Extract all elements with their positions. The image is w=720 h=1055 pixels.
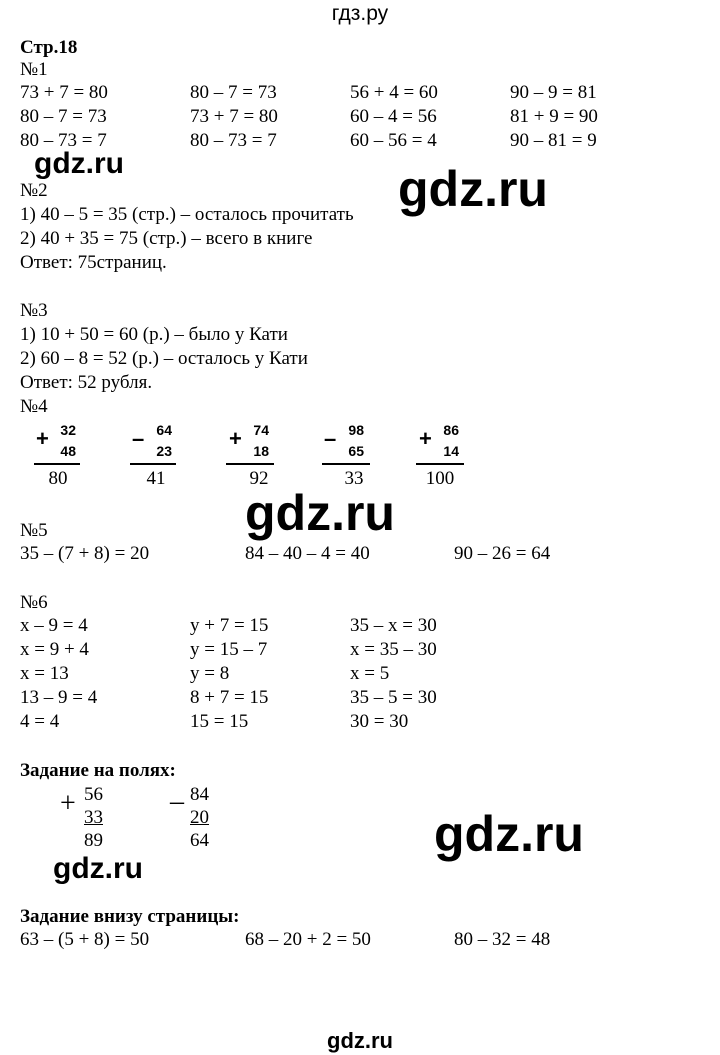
ex4-col-sign: – bbox=[324, 426, 337, 451]
site-header: гдз.ру bbox=[331, 2, 389, 25]
margin-col-top: 56 bbox=[84, 784, 103, 805]
margin-col-bottom: 20 bbox=[190, 807, 209, 828]
ex3-label: №3 bbox=[20, 300, 48, 321]
ex1-col4-row3: 90 – 81 = 9 bbox=[510, 130, 597, 151]
watermark: gdz.ru bbox=[34, 147, 124, 180]
bottom-task-item2: 68 – 20 + 2 = 50 bbox=[245, 929, 371, 950]
ex4-col-sign: + bbox=[419, 426, 432, 451]
ex2-label: №2 bbox=[20, 180, 48, 201]
ex5-item1: 35 – (7 + 8) = 20 bbox=[20, 543, 150, 564]
watermark: gdz.ru bbox=[398, 161, 548, 217]
ex4-col-line bbox=[130, 463, 176, 465]
ex4-col-top: 98 bbox=[348, 422, 364, 438]
ex6-col3-row2: x = 35 – 30 bbox=[350, 639, 437, 660]
ex4-col-sign: + bbox=[36, 426, 49, 451]
ex4-col-bottom: 14 bbox=[443, 443, 459, 459]
watermark: gdz.ru bbox=[434, 806, 584, 862]
ex1-col3-row3: 60 – 56 = 4 bbox=[350, 130, 437, 151]
margin-task-title: Задание на полях: bbox=[20, 760, 176, 781]
ex6-col2-row2: y = 15 – 7 bbox=[190, 639, 268, 660]
ex4-col-top: 64 bbox=[156, 422, 172, 438]
margin-col-result: 89 bbox=[84, 830, 103, 851]
ex5-label: №5 bbox=[20, 520, 48, 541]
ex1-col3-row1: 56 + 4 = 60 bbox=[350, 82, 438, 103]
ex4-col-bottom: 23 bbox=[156, 443, 172, 459]
ex3-answer: Ответ: 52 рубля. bbox=[20, 372, 153, 393]
bottom-task-item1: 63 – (5 + 8) = 50 bbox=[20, 929, 150, 950]
watermark: gdz.ru bbox=[53, 852, 143, 885]
ex6-col1-row2: x = 9 + 4 bbox=[20, 639, 89, 660]
ex4-col-line bbox=[226, 463, 274, 465]
ex1-col2-row1: 80 – 7 = 73 bbox=[190, 82, 277, 103]
ex2-answer: Ответ: 75страниц. bbox=[20, 252, 167, 273]
ex1-col2-row2: 73 + 7 = 80 bbox=[190, 106, 278, 127]
ex4-col-result: 92 bbox=[249, 468, 269, 489]
ex4-col-result: 100 bbox=[425, 468, 455, 489]
ex3-line2: 2) 60 – 8 = 52 (р.) – осталось у Кати bbox=[20, 348, 308, 369]
ex5-item3: 90 – 26 = 64 bbox=[454, 543, 551, 564]
ex2-line2: 2) 40 + 35 = 75 (стр.) – всего в книге bbox=[20, 228, 313, 249]
ex6-col1-row3: x = 13 bbox=[20, 663, 69, 684]
ex4-col-line bbox=[34, 463, 80, 465]
ex1-col4-row2: 81 + 9 = 90 bbox=[510, 106, 598, 127]
ex4-col-result: 41 bbox=[146, 468, 166, 489]
ex4-col-bottom: 48 bbox=[60, 443, 76, 459]
ex6-col3-row4: 35 – 5 = 30 bbox=[350, 687, 437, 708]
ex6-col1-row5: 4 = 4 bbox=[20, 711, 60, 732]
ex6-col3-row5: 30 = 30 bbox=[350, 711, 409, 732]
ex4-col-top: 74 bbox=[253, 422, 269, 438]
ex1-col4-row1: 90 – 9 = 81 bbox=[510, 82, 597, 103]
ex4-col-result: 80 bbox=[48, 468, 68, 489]
ex4-col-top: 32 bbox=[60, 422, 76, 438]
ex4-col-line bbox=[416, 463, 464, 465]
ex4-col-sign: – bbox=[132, 426, 145, 451]
ex1-col1-row2: 80 – 7 = 73 bbox=[20, 106, 107, 127]
ex2-line1: 1) 40 – 5 = 35 (стр.) – осталось прочитать bbox=[20, 204, 354, 225]
ex4-col-bottom: 65 bbox=[348, 443, 364, 459]
page-number: Стр.18 bbox=[20, 37, 78, 58]
ex4-label: №4 bbox=[20, 396, 48, 417]
ex3-line1: 1) 10 + 50 = 60 (р.) – было у Кати bbox=[20, 324, 288, 345]
ex6-col3-row1: 35 – x = 30 bbox=[350, 615, 437, 636]
ex1-col2-row3: 80 – 73 = 7 bbox=[190, 130, 277, 151]
ex5-item2: 84 – 40 – 4 = 40 bbox=[245, 543, 370, 564]
ex6-col2-row1: y + 7 = 15 bbox=[190, 615, 269, 636]
ex6-col3-row3: x = 5 bbox=[350, 663, 390, 684]
margin-col-bottom: 33 bbox=[84, 807, 103, 828]
ex6-col2-row5: 15 = 15 bbox=[190, 711, 249, 732]
ex4-col-top: 86 bbox=[443, 422, 459, 438]
bottom-task-title: Задание внизу страницы: bbox=[20, 906, 240, 927]
ex4-col-bottom: 18 bbox=[253, 443, 269, 459]
bottom-task-item3: 80 – 32 = 48 bbox=[454, 929, 551, 950]
watermark: gdz.ru bbox=[245, 485, 395, 541]
ex4-col-result: 33 bbox=[344, 468, 364, 489]
ex6-col2-row4: 8 + 7 = 15 bbox=[190, 687, 269, 708]
margin-col-sign: – bbox=[170, 786, 184, 817]
ex6-col1-row1: x – 9 = 4 bbox=[20, 615, 88, 636]
footer-watermark: gdz.ru bbox=[327, 1028, 393, 1053]
ex6-col1-row4: 13 – 9 = 4 bbox=[20, 687, 98, 708]
ex4-col-sign: + bbox=[229, 426, 242, 451]
margin-col-top: 84 bbox=[190, 784, 209, 805]
ex1-col3-row2: 60 – 4 = 56 bbox=[350, 106, 437, 127]
ex4-col-line bbox=[322, 463, 370, 465]
ex1-label: №1 bbox=[20, 59, 48, 80]
ex1-col1-row3: 80 – 73 = 7 bbox=[20, 130, 107, 151]
ex6-col2-row3: y = 8 bbox=[190, 663, 230, 684]
ex6-label: №6 bbox=[20, 592, 48, 613]
margin-col-result: 64 bbox=[190, 830, 209, 851]
ex1-col1-row1: 73 + 7 = 80 bbox=[20, 82, 108, 103]
margin-col-sign: + bbox=[60, 788, 76, 819]
